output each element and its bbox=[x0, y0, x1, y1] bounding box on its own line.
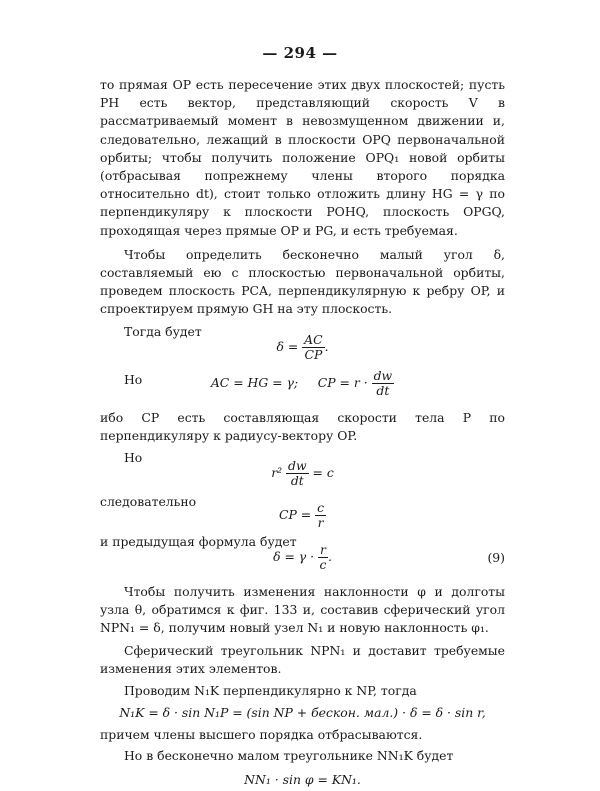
fraction: $\frac{c}{r}$ bbox=[317, 500, 325, 531]
fraction: $\frac{AC}{CP}$ bbox=[304, 331, 323, 362]
equation-number: (9) bbox=[487, 550, 505, 566]
fraction: $\frac{dw}{dt}$ bbox=[288, 458, 307, 489]
equation-delta: δ = $\frac{AC}{CP}$ . bbox=[276, 331, 329, 362]
paragraph: и предыдущая формула будет bbox=[100, 534, 297, 550]
paragraph: Тогда будет bbox=[124, 323, 202, 339]
equation-row bbox=[100, 449, 505, 493]
equation-cp: CP = $\frac{c}{r}$ bbox=[278, 500, 325, 531]
paragraph: Чтобы определить бесконечно малый угол δ, составляемый ею с плоскостью первоначальной орбиты, проведем плоскость PCA, перпендикулярную к ребру OP, и спроектируем прямую GH на эту плоскость. bbox=[100, 246, 505, 317]
equation-ac-cp: AC = HG = γ; CP = r · $\frac{dw}{dt}$ bbox=[210, 367, 393, 398]
paragraph: Проводим N₁K перпендикулярно к NP, тогда bbox=[124, 683, 417, 699]
paragraph: Сферический треугольник NPN₁ и доставит требуемые изменения этих элементов. bbox=[100, 642, 505, 676]
equation-nn1: NN₁ · sin φ = KN₁. bbox=[244, 771, 361, 787]
paragraph: Но bbox=[124, 450, 143, 466]
equation-row bbox=[100, 323, 505, 363]
equation-row bbox=[100, 363, 505, 407]
paragraph: причем члены высшего порядка отбрасываются. bbox=[100, 727, 423, 743]
equation-row bbox=[100, 533, 505, 575]
fraction: $\frac{r}{c}$ bbox=[319, 542, 327, 573]
equation-row bbox=[100, 493, 505, 533]
paragraph: Но bbox=[124, 371, 143, 387]
paragraph: ибо CP есть составляющая скорости тела P по перпендикуляру к радиусу-вектору OP. bbox=[100, 409, 505, 443]
page-number: — 294 — bbox=[262, 44, 338, 62]
page-body bbox=[100, 76, 505, 791]
fraction: $\frac{dw}{dt}$ bbox=[373, 367, 393, 398]
equation-area-law: r² $\frac{dw}{dt}$ = c bbox=[271, 458, 334, 489]
paragraph: Но в бесконечно малом треугольнике NN₁K будет bbox=[124, 747, 454, 763]
equation-9: δ = γ · $\frac{r}{c}$ . bbox=[273, 542, 332, 573]
paragraph: следовательно bbox=[100, 494, 197, 510]
paragraph: то прямая OP есть пересечение этих двух плоскостей; пусть PH есть вектор, представляющий скорость V в рассматриваемый момент в невозмущенном движении и, следовательно, лежащий в плоскости OPQ первоначальной орбиты; чтобы получить положение OPQ₁ новой орбиты (отбрасывая попрежнему члены второго порядка относительно dt), стоит только отложить длину HG = γ по перпендикуляру к плоскости POHQ, плоскость OPGQ, проходящая через прямые OP и PG, и есть требуемая. bbox=[100, 77, 505, 238]
paragraph: Чтобы получить изменения наклонности φ и долготы узла θ, обратимся к фиг. 133 и, составив сферический угол NPN₁ = δ, получим новый узел N₁ и новую наклонность φ₁. bbox=[100, 584, 506, 636]
equation-n1k: N₁K = δ · sin N₁P = (sin NP + бескон. мал.) · δ = δ · sin r, bbox=[119, 705, 486, 721]
